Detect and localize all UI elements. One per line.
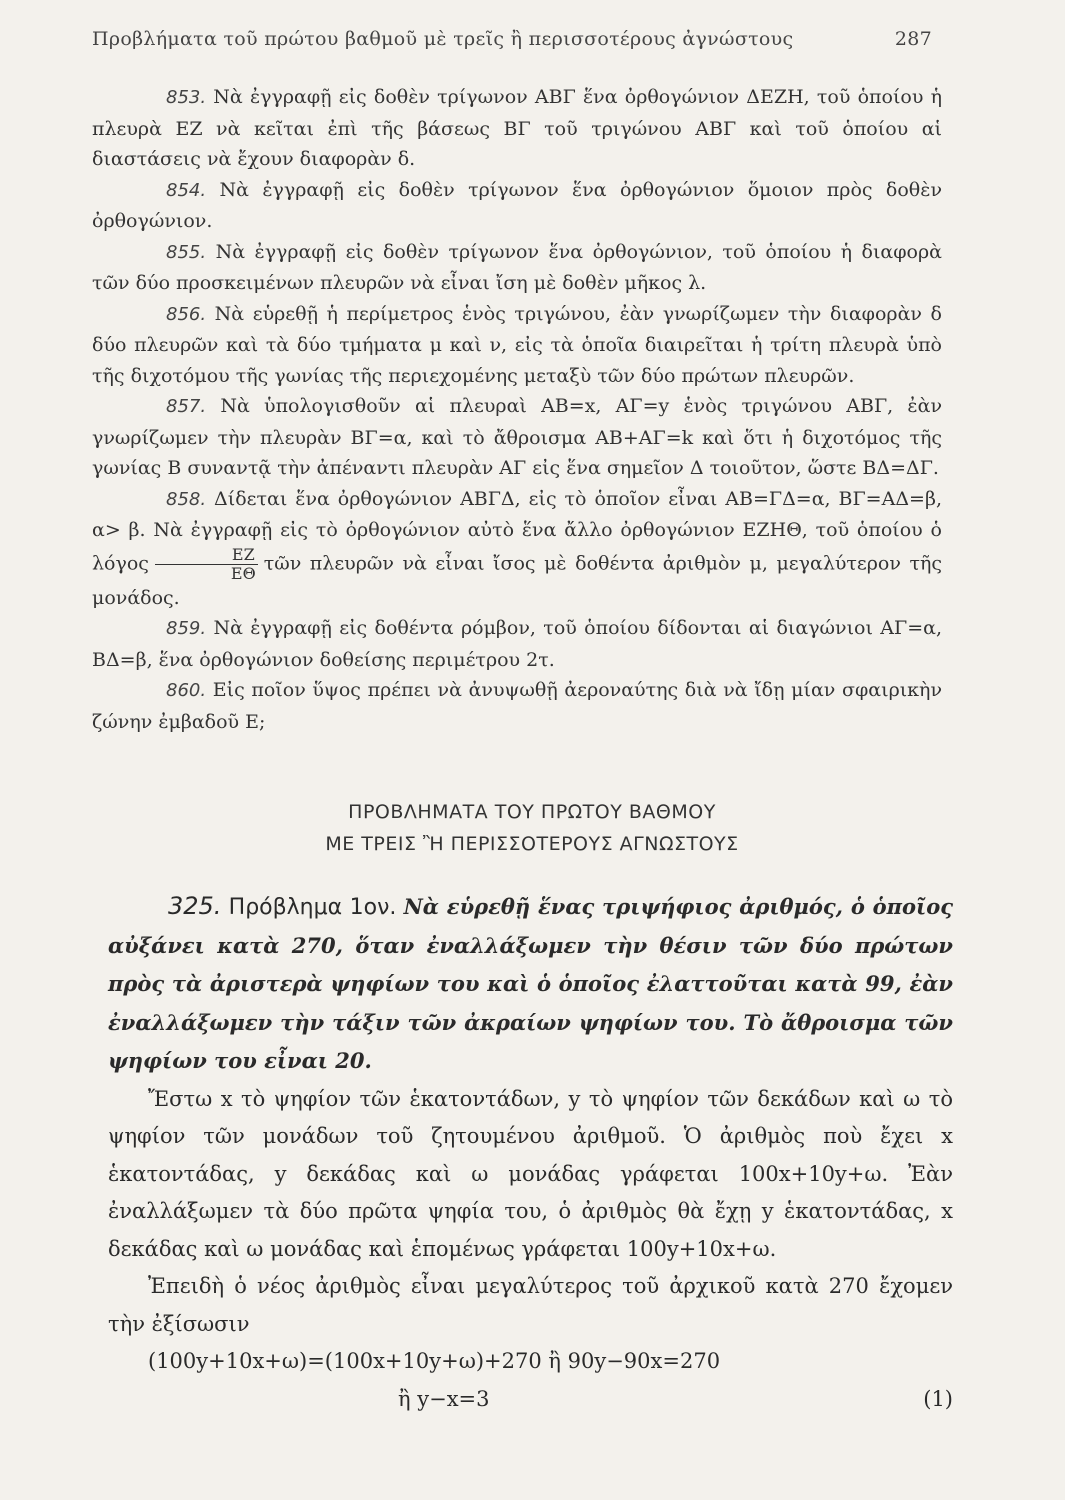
exercise-number: 857. — [166, 396, 207, 417]
problem-title: Πρόβλημα 1ον. — [228, 895, 397, 920]
equation-line-1: (100y+10x+ω)=(100x+10y+ω)+270 ἢ 90y−90x=270 — [148, 1349, 721, 1373]
equation-label: (1) — [923, 1386, 953, 1411]
exercise-857 — [92, 391, 942, 484]
exercise-text: Δίδεται ἕνα ὀρθογώνιον ΑΒΓΔ, εἰς τὸ ὁποῖον εἶναι ΑΒ=ΓΔ=α, ΒΓ=ΑΔ=β, α> β. Νὰ ἐγγραφῇ εἰς τὸ ὀρθογώνιον αὐτὸ ἕνα ἄλλο ὀρθογώνιον ΕΖΗΘ, τοῦ ὁποίου ὁ λόγος — [92, 487, 942, 574]
problem-statement — [108, 888, 953, 1081]
exercise-list — [92, 82, 942, 737]
equation-text: ἢ y−x=3 — [398, 1386, 490, 1411]
running-header — [92, 28, 932, 50]
exercise-number: 859. — [166, 618, 207, 639]
exercise-number: 854. — [166, 179, 207, 201]
exercise-text: Νὰ ὑπολογισθοῦν αἱ πλευραὶ ΑΒ=x, ΑΓ=y ἑνὸς τριγώνου ΑΒΓ, ἐὰν γνωρίζωμεν τὴν πλευρὰν ΒΓ=α, καὶ τὸ ἄθροισμα ΑΒ+ΑΓ=k καὶ ὅτι ἡ διχοτόμος τῆς γωνίας Β συναντᾷ τὴν ἀπέναντι πλευρὰν ΑΓ εἰς ἕνα σημεῖον Δ τοιοῦτον, ὥστε ΒΔ=ΔΓ. — [92, 395, 943, 479]
page-number: 287 — [894, 28, 932, 50]
solution-paragraph-1: Ἔστω x τὸ ψηφίον τῶν ἑκατοντάδων, y τὸ ψηφίον τῶν δεκάδων καὶ ω τὸ ψηφίον τῶν μονάδων τοῦ ζητουμένου ἀριθμοῦ. Ὁ ἀριθμὸς ποὺ ἔχει x ἑκατοντάδας, y δεκάδας καὶ ω μονάδας γράφεται 100x+10y+ω. Ἐὰν ἐναλλάξωμεν τὰ δύο πρῶτα ψηφία του, ὁ ἀριθμὸς θὰ ἔχῃ y ἑκατοντάδας, x δεκάδας καὶ ω μονάδας καὶ ἑπομένως γράφεται 100y+10x+ω. — [108, 1086, 953, 1261]
exercise-859 — [92, 613, 942, 675]
section-heading-line-2: ΜΕ ΤΡΕΙΣ Ἢ ΠΕΡΙΣΣΟΤΕΡΟΥΣ ΑΓΝΩΣΤΟΥΣ — [325, 833, 739, 855]
exercise-855 — [92, 237, 942, 299]
exercise-number: 860. — [166, 680, 207, 701]
exercise-text: Εἰς ποῖον ὕψος πρέπει νὰ ἀνυψωθῇ ἀεροναύτης διὰ νὰ ἴδῃ μίαν σφαιρικὴν ζώνην ἐμβαδοῦ Ε; — [92, 679, 942, 733]
header-title: Προβλήματα τοῦ πρώτου βαθμοῦ μὲ τρεῖς ἢ περισσοτέρους ἀγνώστους — [92, 28, 794, 50]
exercise-860 — [92, 675, 942, 737]
exercise-856 — [92, 299, 942, 392]
problem-number: 325. — [168, 892, 222, 920]
exercise-853 — [92, 82, 942, 175]
fraction-numerator: ΕΖ — [155, 546, 258, 565]
exercise-text: Νὰ εὑρεθῇ ἡ περίμετρος ἑνὸς τριγώνου, ἐὰν γνωρίζωμεν τὴν διαφορὰν δ δύο πλευρῶν καὶ τὰ δύο τμήματα μ καὶ ν, εἰς τὰ ὁποῖα διαιρεῖται ἡ τρίτη πλευρὰ ὑπὸ τῆς διχοτόμου τῆς γωνίας τῆς περιεχομένης μεταξὺ τῶν δύο πρώτων πλευρῶν. — [92, 302, 942, 387]
exercise-858 — [92, 484, 942, 614]
exercise-text: Νὰ ἐγγραφῇ εἰς δοθὲν τρίγωνον ἕνα ὀρθογώνιον, τοῦ ὁποίου ἡ διαφορὰ τῶν δύο προσκειμένων πλευρῶν νὰ εἶναι ἴση μὲ δοθὲν μῆκος λ. — [92, 240, 942, 294]
solution-paragraph-2: Ἐπειδὴ ὁ νέος ἀριθμὸς εἶναι μεγαλύτερος τοῦ ἀρχικοῦ κατὰ 270 ἔχομεν τὴν ἐξίσωσιν — [108, 1274, 953, 1336]
exercise-number: 853. — [166, 87, 207, 108]
exercise-text: Νὰ ἐγγραφῇ εἰς δοθὲν τρίγωνον ἕνα ὀρθογώνιον ὅμοιον πρὸς δοθὲν ὀρθογώνιον. — [92, 178, 942, 232]
problem-statement-text: Νὰ εὑρεθῇ ἕνας τριψήφιος ἀριθμός, ὁ ὁποῖος αὐξάνει κατὰ 270, ὅταν ἐναλλάξωμεν τὴν θέσιν τῶν δύο πρώτων πρὸς τὰ ἀριστερὰ ψηφίων του καὶ ὁ ὁποῖος ἐλαττοῦται κατὰ 99, ἐὰν ἐναλλάξωμεν τὴν τάξιν τῶν ἀκραίων ψηφίων του. Τὸ ἄθροισμα τῶν ψηφίων του εἶναι 20. — [108, 894, 954, 1073]
equation-line-2 — [108, 1381, 953, 1419]
exercise-number: 855. — [166, 241, 207, 263]
exercise-number: 856. — [166, 303, 207, 325]
exercise-text: Νὰ ἐγγραφῇ εἰς δοθὲν τρίγωνον ΑΒΓ ἕνα ὀρθογώνιον ΔΕΖΗ, τοῦ ὁποίου ἡ πλευρὰ ΕΖ νὰ κεῖται ἐπὶ τῆς βάσεως ΒΓ τοῦ τριγώνου ΑΒΓ καὶ τοῦ ὁποίου αἱ διαστάσεις νὰ ἔχουν διαφορὰν δ. — [92, 86, 943, 170]
exercise-854 — [92, 175, 942, 237]
exercise-text: Νὰ ἐγγραφῇ εἰς δοθέντα ρόμβον, τοῦ ὁποίου δίδονται αἱ διαγώνιοι ΑΓ=α, ΒΔ=β, ἕνα ὀρθογώνιον δοθείσης περιμέτρου 2τ. — [92, 617, 942, 671]
section-heading — [92, 796, 972, 860]
fraction-denominator: ΕΘ — [230, 563, 256, 583]
ratio-fraction — [155, 546, 258, 583]
exercise-text: τῶν πλευρῶν νὰ εἶναι ἴσος μὲ δοθέντα ἀριθμὸν μ, μεγαλύτερον τῆς μονάδος. — [92, 552, 942, 609]
section-heading-line-1: ΠΡΟΒΛΗΜΑΤΑ ΤΟΥ ΠΡΩΤΟΥ ΒΑΘΜΟΥ — [348, 801, 716, 823]
exercise-number: 858. — [166, 488, 207, 510]
worked-problem-325 — [108, 888, 953, 1418]
